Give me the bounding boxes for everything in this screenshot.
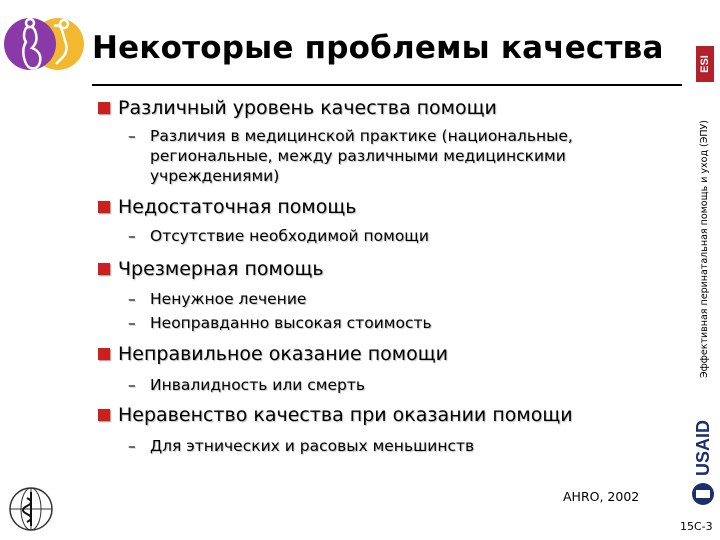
bullet-item-2 bbox=[98, 195, 668, 246]
perinatal-care-logo bbox=[2, 6, 86, 78]
usaid-logo bbox=[688, 404, 718, 508]
bullet-item-4 bbox=[98, 342, 668, 395]
bullet-square-icon bbox=[98, 409, 110, 421]
sub-dash: – bbox=[128, 127, 136, 145]
sub-dash: – bbox=[128, 314, 136, 332]
bullet-list bbox=[98, 96, 668, 456]
bullet-text: Неравенство качества при оказании помощи bbox=[118, 404, 573, 426]
bullet-item-3 bbox=[98, 257, 668, 333]
bullet-text: Неправильное оказание помощи bbox=[118, 343, 449, 365]
bullet-square-icon bbox=[98, 263, 110, 275]
sub-dash: – bbox=[128, 376, 136, 394]
esi-logo-text: ESI bbox=[698, 55, 711, 73]
title-divider bbox=[92, 84, 682, 86]
sub-item-text: Для этнических и расовых меньшинств bbox=[150, 437, 475, 455]
bullet-item-5 bbox=[98, 403, 668, 456]
who-emblem-icon bbox=[6, 484, 56, 534]
sub-item-text: Неоправданно высокая стоимость bbox=[150, 314, 432, 332]
bullet-square-icon bbox=[98, 201, 110, 213]
sub-item-text: Инвалидность или смерть bbox=[150, 376, 366, 394]
esi-logo bbox=[694, 44, 716, 84]
sub-item-text: Различия в медицинской практике (национальные, региональные, между различными медицинскими учреждениями) bbox=[150, 127, 573, 185]
sub-item-text: Отсутствие необходимой помощи bbox=[150, 227, 429, 245]
slide-title: Некоторые проблемы качества bbox=[92, 30, 664, 66]
side-caption: Эффективная перинатальная помощь и уход (ЭПУ) bbox=[699, 119, 710, 378]
bullet-text: Различный уровень качества помощи bbox=[118, 97, 497, 119]
sub-dash: – bbox=[128, 290, 136, 308]
bullet-square-icon bbox=[98, 102, 110, 114]
bullet-text: Чрезмерная помощь bbox=[118, 258, 324, 280]
slide-number: 15C-3 bbox=[680, 520, 713, 533]
bullet-text: Недостаточная помощь bbox=[118, 196, 357, 218]
sub-item-text: Ненужное лечение bbox=[150, 290, 307, 308]
sub-dash: – bbox=[128, 227, 136, 245]
source-citation: AHRO, 2002 bbox=[563, 489, 640, 504]
bullet-square-icon bbox=[98, 348, 110, 360]
sub-dash: – bbox=[128, 437, 136, 455]
usaid-logo-text: USAID bbox=[692, 419, 713, 477]
bullet-item-1 bbox=[98, 96, 668, 186]
